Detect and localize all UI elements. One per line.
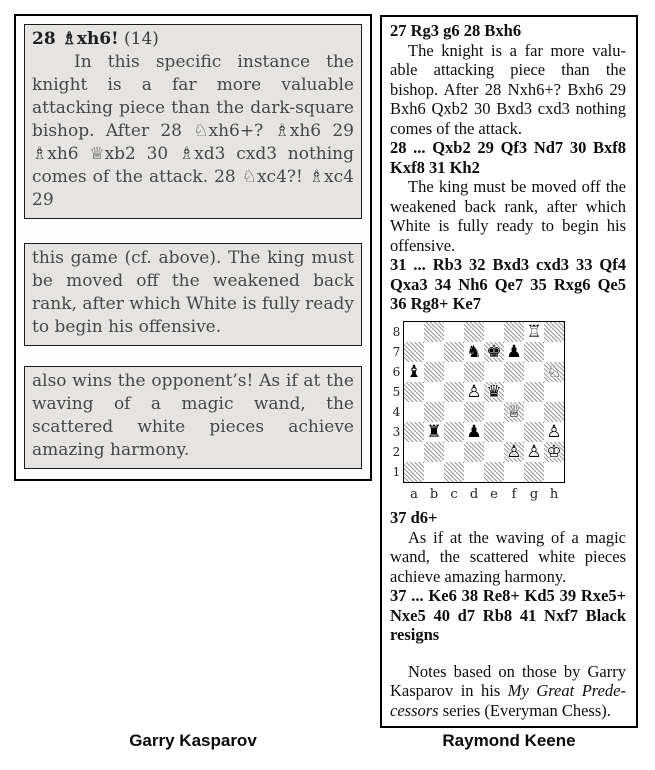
black-bishop-a6-icon: ♝ [406, 361, 422, 382]
move-line: 31 ... Rb3 32 Bxd3 cxd3 33 Qf4 Qxa3 34 Nh6 Qe7 35 Rxg6 Qe5 36 Rg8+ Ke7 [390, 255, 626, 313]
excerpt-paragraph: also wins the opponent’s! As if at the waving of a magic wand, the scattered white pieces achieve amazing harmony. [32, 371, 354, 460]
credit-text: series (Everyman Chess). [438, 700, 611, 720]
square-f2 [504, 442, 524, 462]
square-b3 [424, 422, 444, 442]
square-b8 [424, 322, 444, 342]
kasparov-excerpt-panel [14, 14, 372, 481]
square-g3 [524, 422, 544, 442]
black-rook-b3-icon: ♜ [426, 421, 442, 442]
square-f6 [504, 362, 524, 382]
square-h2 [544, 442, 564, 462]
square-h4 [544, 402, 564, 422]
chess-diagram-inner [390, 321, 626, 483]
black-pawn-d3-icon: ♟ [466, 421, 482, 442]
square-c4 [444, 402, 464, 422]
square-b7 [424, 342, 444, 362]
square-a3 [404, 422, 424, 442]
rank-label-6: 6 [392, 364, 401, 379]
square-f4 [504, 402, 524, 422]
square-d8 [464, 322, 484, 342]
black-knight-d7-icon: ♞ [466, 341, 482, 362]
move-line: 37 ... Ke6 38 Re8+ Kd5 39 Rxe5+ Nxe5 40 d7 Rb8 41 Nxf7 Black resigns [390, 586, 626, 644]
excerpt-paragraph: this game (cf. above). The king must be moved off the weakened back rank, after which White is fully ready to begin his offensive. [32, 248, 354, 337]
black-queen-e5-icon: ♛ [486, 381, 502, 402]
file-label-g: g [529, 486, 539, 502]
square-a6 [404, 362, 424, 382]
square-c3 [444, 422, 464, 442]
square-c7 [444, 342, 464, 362]
square-h5 [544, 382, 564, 402]
square-h1 [544, 462, 564, 482]
square-e5 [484, 382, 504, 402]
square-e4 [484, 402, 504, 422]
square-d3 [464, 422, 484, 442]
file-labels [404, 485, 626, 505]
square-g2 [524, 442, 544, 462]
square-d7 [464, 342, 484, 362]
square-a4 [404, 402, 424, 422]
square-c6 [444, 362, 464, 382]
square-a1 [404, 462, 424, 482]
move-line: 27 Rg3 g6 28 Bxh6 [390, 21, 522, 40]
white-pawn-f2-icon: ♙ [506, 441, 522, 462]
square-g5 [524, 382, 544, 402]
caption-raymond-keene: Raymond Keene [442, 731, 576, 750]
square-a5 [404, 382, 424, 402]
square-h6 [544, 362, 564, 382]
square-e1 [484, 462, 504, 482]
white-king-h2-icon: ♔ [546, 441, 562, 462]
file-label-f: f [511, 486, 517, 502]
square-b4 [424, 402, 444, 422]
rank-label-2: 2 [392, 444, 401, 459]
square-f3 [504, 422, 524, 442]
file-label-h: h [549, 486, 559, 502]
file-label-b: b [429, 486, 439, 502]
square-d5 [464, 382, 484, 402]
square-d6 [464, 362, 484, 382]
square-h8 [544, 322, 564, 342]
square-e2 [484, 442, 504, 462]
black-king-e7-icon: ♚ [486, 341, 502, 362]
square-g1 [524, 462, 544, 482]
black-pawn-f7-icon: ♟ [506, 341, 522, 362]
square-g6 [524, 362, 544, 382]
chess-board [403, 321, 565, 483]
square-d2 [464, 442, 484, 462]
square-e3 [484, 422, 504, 442]
annotation-paragraph: As if at the waving of a magic wand, the scattered white pieces achieve amazing harmony. [390, 527, 626, 586]
excerpt-block-3 [24, 366, 362, 469]
square-b6 [424, 362, 444, 382]
square-b2 [424, 442, 444, 462]
white-rook-g8-icon: ♖ [526, 321, 542, 342]
white-pawn-g2-icon: ♙ [526, 441, 542, 462]
white-pawn-d5-icon: ♙ [466, 381, 482, 402]
square-e6 [484, 362, 504, 382]
square-d4 [464, 402, 484, 422]
keene-text-panel [380, 15, 638, 728]
annotation-paragraph: The king must be moved off the weakened back rank, after which White is fully ready to begin his offensive. [390, 177, 626, 255]
square-b1 [424, 462, 444, 482]
rank-label-5: 5 [392, 384, 401, 399]
rank-label-7: 7 [392, 344, 401, 359]
white-pawn-h3-icon: ♙ [546, 421, 562, 442]
square-e8 [484, 322, 504, 342]
excerpt-block-2 [24, 243, 362, 346]
rank-labels [390, 322, 403, 482]
excerpt-block-1 [24, 24, 362, 219]
chess-diagram [390, 321, 626, 505]
rank-label-4: 4 [392, 404, 401, 419]
square-g8 [524, 322, 544, 342]
square-h3 [544, 422, 564, 442]
move-line: 28 ... Qxb2 29 Qf3 Nd7 30 Bxf8 Kxf8 31 Kh2 [390, 138, 626, 177]
square-a8 [404, 322, 424, 342]
square-c5 [444, 382, 464, 402]
credit-note [390, 662, 626, 721]
file-label-c: c [450, 486, 458, 502]
square-c1 [444, 462, 464, 482]
square-f8 [504, 322, 524, 342]
move-text-bold: 28 ♗xh6! [32, 29, 119, 49]
square-h7 [544, 342, 564, 362]
rank-label-3: 3 [392, 424, 401, 439]
file-label-d: d [469, 486, 479, 502]
book-title: My Great Predecessors [390, 681, 626, 720]
square-g4 [524, 402, 544, 422]
caption-garry-kasparov: Garry Kasparov [129, 731, 257, 750]
square-e7 [484, 342, 504, 362]
excerpt-paragraph: In this specific instance the knight is a far more valuable attacking piece than the dark-square bishop. After 28 ♘xh6+? ♗xh6 29 ♗xh6 ♕xb2 30 ♗xd3 cxd3 nothing comes of the attack. 28 ♘xc4?! ♗xc4 29 [32, 52, 354, 210]
square-a2 [404, 442, 424, 462]
credit-text: Notes based on those by Garry Kasparov in his [390, 661, 626, 700]
square-b5 [424, 382, 444, 402]
rank-label-1: 1 [392, 464, 401, 479]
file-label-a: a [410, 486, 418, 502]
move-eval-number: (14) [118, 29, 159, 49]
square-f7 [504, 342, 524, 362]
square-c2 [444, 442, 464, 462]
square-g7 [524, 342, 544, 362]
square-a7 [404, 342, 424, 362]
square-f5 [504, 382, 524, 402]
white-knight-h6-icon: ♘ [546, 361, 562, 382]
move-line: 37 d6+ [390, 508, 438, 527]
rank-label-8: 8 [392, 324, 401, 339]
square-f1 [504, 462, 524, 482]
excerpt-move-heading [32, 28, 354, 51]
annotation-paragraph: The knight is a far more valuable attacking piece than the bishop. After 28 Nxh6+? Bxh6 29 Bxh6 Qxb2 30 Bxd3 cxd3 nothing comes of the attack. [390, 40, 626, 138]
square-d1 [464, 462, 484, 482]
file-label-e: e [490, 486, 498, 502]
white-queen-f4-icon: ♕ [506, 401, 522, 422]
square-c8 [444, 322, 464, 342]
